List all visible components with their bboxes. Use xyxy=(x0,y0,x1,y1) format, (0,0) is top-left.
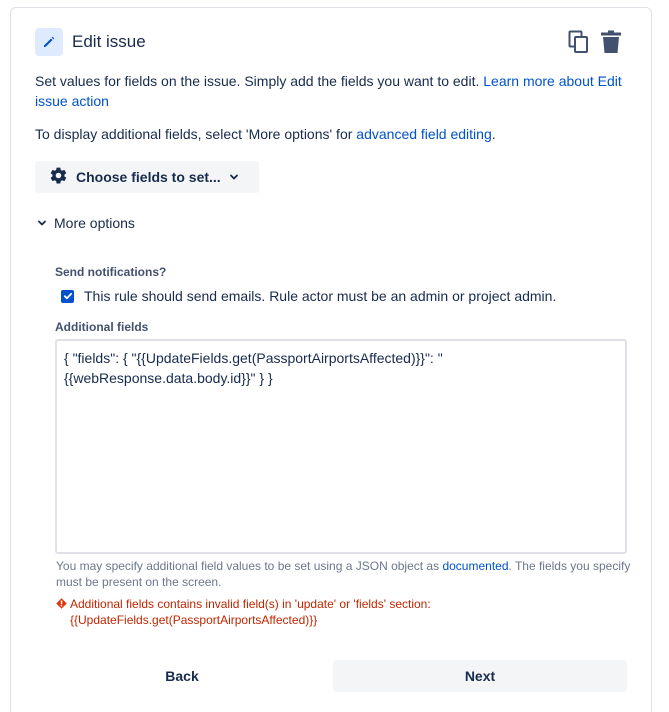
additional-fields-textarea[interactable]: { "fields": { "{{UpdateFields.get(PassportAirportsAffected)}}": "{{webResponse.data.body.id}}" } } xyxy=(55,339,627,554)
learn-more-link[interactable]: Learn more about Edit issue action xyxy=(35,73,622,109)
copy-icon[interactable] xyxy=(567,29,591,55)
send-notifications-text: This rule should send emails. Rule actor must be an admin or project admin. xyxy=(84,288,557,304)
more-options-label: More options xyxy=(54,215,135,231)
error-icon xyxy=(56,597,67,628)
advanced-description xyxy=(35,124,635,144)
check-icon xyxy=(63,291,73,301)
header-actions xyxy=(567,29,623,55)
description-text: Set values for fields on the issue. Simply add the fields you want to edit. xyxy=(35,73,484,89)
advanced-text: To display additional fields, select 'More options' for xyxy=(35,126,357,142)
send-notifications-label: Send notifications? xyxy=(55,265,167,279)
page-title: Edit issue xyxy=(72,32,146,51)
trash-icon[interactable] xyxy=(599,29,623,55)
edit-issue-card xyxy=(10,7,652,712)
more-options-toggle[interactable] xyxy=(37,215,135,231)
error-message xyxy=(56,596,636,628)
documented-link[interactable]: documented xyxy=(442,559,509,573)
send-notifications-checkbox[interactable] xyxy=(61,290,74,303)
additional-fields-helper xyxy=(56,558,636,590)
choose-fields-label: Choose fields to set... xyxy=(76,169,221,185)
helper-suffix: . The fields you specify must be present on the screen. xyxy=(56,559,631,589)
additional-fields-label: Additional fields xyxy=(55,320,149,334)
gear-icon xyxy=(49,166,68,188)
chevron-down-icon xyxy=(37,215,47,231)
pencil-icon xyxy=(35,28,63,56)
error-text: Additional fields contains invalid field(s) in 'update' or 'fields' section: {{UpdateFields.get(PassportAirportsAffected)}} xyxy=(70,597,431,627)
advanced-suffix: . xyxy=(491,126,496,142)
helper-text: You may specify additional field values to be set using a JSON object as xyxy=(56,559,443,573)
advanced-field-editing-link[interactable]: advanced field editing xyxy=(356,126,492,142)
choose-fields-button[interactable] xyxy=(35,161,259,193)
send-notifications-row xyxy=(61,288,556,304)
next-button[interactable]: Next xyxy=(333,660,627,692)
back-button[interactable]: Back xyxy=(165,668,199,684)
chevron-down-icon xyxy=(229,172,239,182)
description xyxy=(35,71,635,111)
card-header xyxy=(35,28,146,56)
